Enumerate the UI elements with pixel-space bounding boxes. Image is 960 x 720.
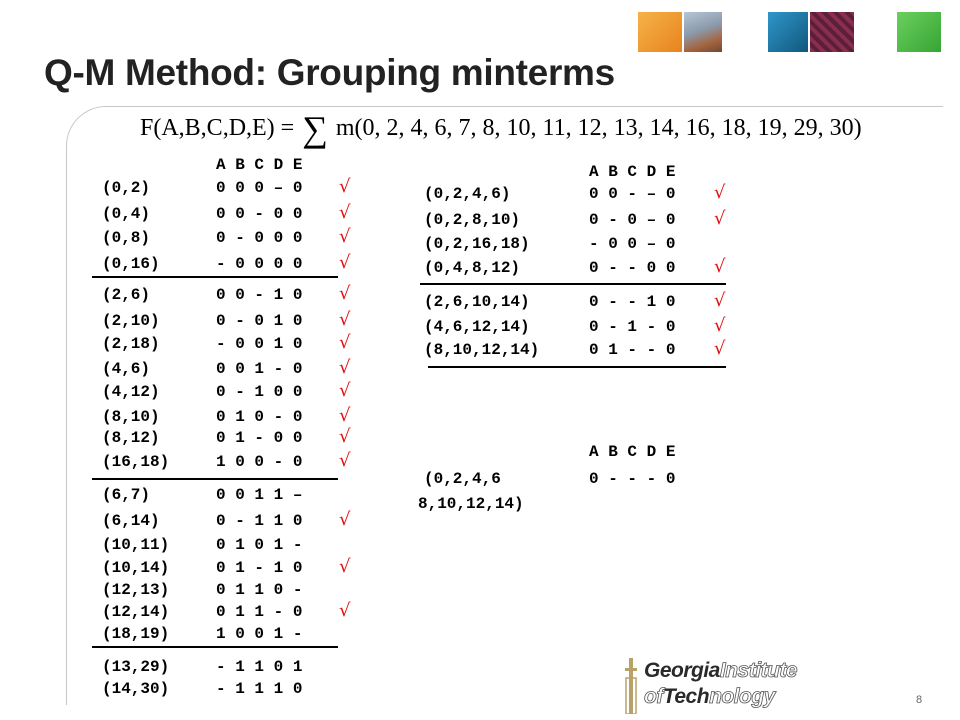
column-header: A B C D E xyxy=(589,443,676,461)
page-number: 8 xyxy=(916,694,923,706)
column-header: A B C D E xyxy=(216,156,303,174)
formula-minterms: m(0, 2, 4, 6, 7, 8, 10, 11, 12, 13, 14, 16, 18, 19, 29, 30) xyxy=(335,115,862,141)
group-label: (0,2,4,6) xyxy=(424,185,511,203)
header-photo-blue xyxy=(768,12,808,52)
logo-word-tech: Tech xyxy=(662,685,710,708)
group-label: (0,2,16,18) xyxy=(424,235,530,253)
header-photo-campus xyxy=(684,12,722,52)
check-mark: √ xyxy=(714,256,726,277)
sigma-symbol: ∑ xyxy=(302,109,328,149)
group-label: (0,8) xyxy=(102,229,151,247)
group-label: (14,30) xyxy=(102,680,170,698)
group-label: (4,12) xyxy=(102,383,160,401)
check-mark: √ xyxy=(339,600,351,621)
group-separator xyxy=(92,646,338,648)
bit-pattern: 0 - 0 0 0 xyxy=(216,229,303,247)
bit-pattern: - 0 0 – 0 xyxy=(589,235,676,253)
group-label: (2,6,10,14) xyxy=(424,293,530,311)
logo-word-georgia: Georgia xyxy=(644,659,720,682)
group-label: (16,18) xyxy=(102,453,170,471)
bit-pattern: 0 1 0 1 - xyxy=(216,536,303,554)
slide-title: Q-M Method: Grouping minterms xyxy=(44,52,615,93)
bit-pattern: 0 0 1 - 0 xyxy=(216,360,303,378)
group-separator xyxy=(92,478,338,480)
bit-pattern: 0 - - 0 0 xyxy=(589,259,676,277)
bit-pattern: 0 - 1 0 0 xyxy=(216,383,303,401)
group-separator xyxy=(420,283,726,285)
check-mark: √ xyxy=(714,208,726,229)
group-label: (4,6) xyxy=(102,360,151,378)
check-mark: √ xyxy=(714,315,726,336)
group-label: (10,11) xyxy=(102,536,170,554)
group-label: (0,4) xyxy=(102,205,151,223)
group-label: (0,16) xyxy=(102,255,160,273)
group-label: (12,14) xyxy=(102,603,170,621)
check-mark: √ xyxy=(339,309,351,330)
group-label: (6,7) xyxy=(102,486,151,504)
header-photo-orange xyxy=(638,12,682,52)
check-mark: √ xyxy=(339,509,351,530)
header-photo-green xyxy=(897,12,941,52)
group-label: (13,29) xyxy=(102,658,170,676)
group-label: (10,14) xyxy=(102,559,170,577)
bit-pattern: 0 - 1 1 0 xyxy=(216,512,303,530)
group-label: (0,4,8,12) xyxy=(424,259,521,277)
group-label: (12,13) xyxy=(102,581,170,599)
column-header: A B C D E xyxy=(589,163,676,181)
bit-pattern: 0 - - 1 0 xyxy=(589,293,676,311)
check-mark: √ xyxy=(339,450,351,471)
check-mark: √ xyxy=(339,226,351,247)
check-mark: √ xyxy=(714,338,726,359)
bit-pattern: 1 0 0 - 0 xyxy=(216,453,303,471)
check-mark: √ xyxy=(339,357,351,378)
group-separator xyxy=(428,366,726,368)
check-mark: √ xyxy=(339,332,351,353)
group-label: (2,10) xyxy=(102,312,160,330)
bit-pattern: 0 1 0 - 0 xyxy=(216,408,303,426)
bit-pattern: 0 0 - 0 0 xyxy=(216,205,303,223)
group-label: (6,14) xyxy=(102,512,160,530)
logo-word-nology: nology xyxy=(709,685,775,708)
check-mark: √ xyxy=(339,426,351,447)
check-mark: √ xyxy=(339,380,351,401)
bit-pattern: 0 0 - 1 0 xyxy=(216,286,303,304)
group-label: (0,2) xyxy=(102,179,151,197)
bit-pattern: 0 1 1 - 0 xyxy=(216,603,303,621)
group-label: (4,6,12,14) xyxy=(424,318,530,336)
bit-pattern: - 0 0 1 0 xyxy=(216,335,303,353)
group-label: (8,10,12,14) xyxy=(424,341,540,359)
group-label: (2,6) xyxy=(102,286,151,304)
formula-lhs: F(A,B,C,D,E) = xyxy=(140,115,295,141)
bit-pattern: 1 0 0 1 - xyxy=(216,625,303,643)
logo-wordmark xyxy=(644,658,797,710)
group-label: (2,18) xyxy=(102,335,160,353)
georgia-tech-logo xyxy=(606,654,818,716)
check-mark: √ xyxy=(339,283,351,304)
logo-word-of: of xyxy=(644,685,663,708)
bit-pattern: - 1 1 0 1 xyxy=(216,658,303,676)
bit-pattern: 0 - 0 – 0 xyxy=(589,211,676,229)
bit-pattern: 0 - 1 - 0 xyxy=(589,318,676,336)
bit-pattern: 0 - - - 0 xyxy=(589,470,676,488)
check-mark: √ xyxy=(714,182,726,203)
bit-pattern: 0 - 0 1 0 xyxy=(216,312,303,330)
bit-pattern: 0 1 1 0 - xyxy=(216,581,303,599)
check-mark: √ xyxy=(339,176,351,197)
check-mark: √ xyxy=(339,405,351,426)
group-label: (0,2,4,6 xyxy=(424,470,501,488)
group-separator xyxy=(92,276,338,278)
boolean-function-formula xyxy=(140,108,862,150)
bit-pattern: - 1 1 1 0 xyxy=(216,680,303,698)
bit-pattern: 0 1 - 0 0 xyxy=(216,429,303,447)
bit-pattern: 0 0 1 1 – xyxy=(216,486,303,504)
group-label: (0,2,8,10) xyxy=(424,211,521,229)
check-mark: √ xyxy=(339,556,351,577)
group-label: (18,19) xyxy=(102,625,170,643)
check-mark: √ xyxy=(339,252,351,273)
bit-pattern: 0 1 - 1 0 xyxy=(216,559,303,577)
group-label: (8,10) xyxy=(102,408,160,426)
check-mark: √ xyxy=(714,290,726,311)
tech-tower-icon xyxy=(622,658,640,714)
logo-word-institute: Institute xyxy=(719,659,798,682)
header-photo-circuit xyxy=(810,12,854,52)
group-label: 8,10,12,14) xyxy=(418,495,524,513)
bit-pattern: 0 0 0 – 0 xyxy=(216,179,303,197)
group-label: (8,12) xyxy=(102,429,160,447)
check-mark: √ xyxy=(339,202,351,223)
bit-pattern: - 0 0 0 0 xyxy=(216,255,303,273)
bit-pattern: 0 0 - – 0 xyxy=(589,185,676,203)
bit-pattern: 0 1 - - 0 xyxy=(589,341,676,359)
